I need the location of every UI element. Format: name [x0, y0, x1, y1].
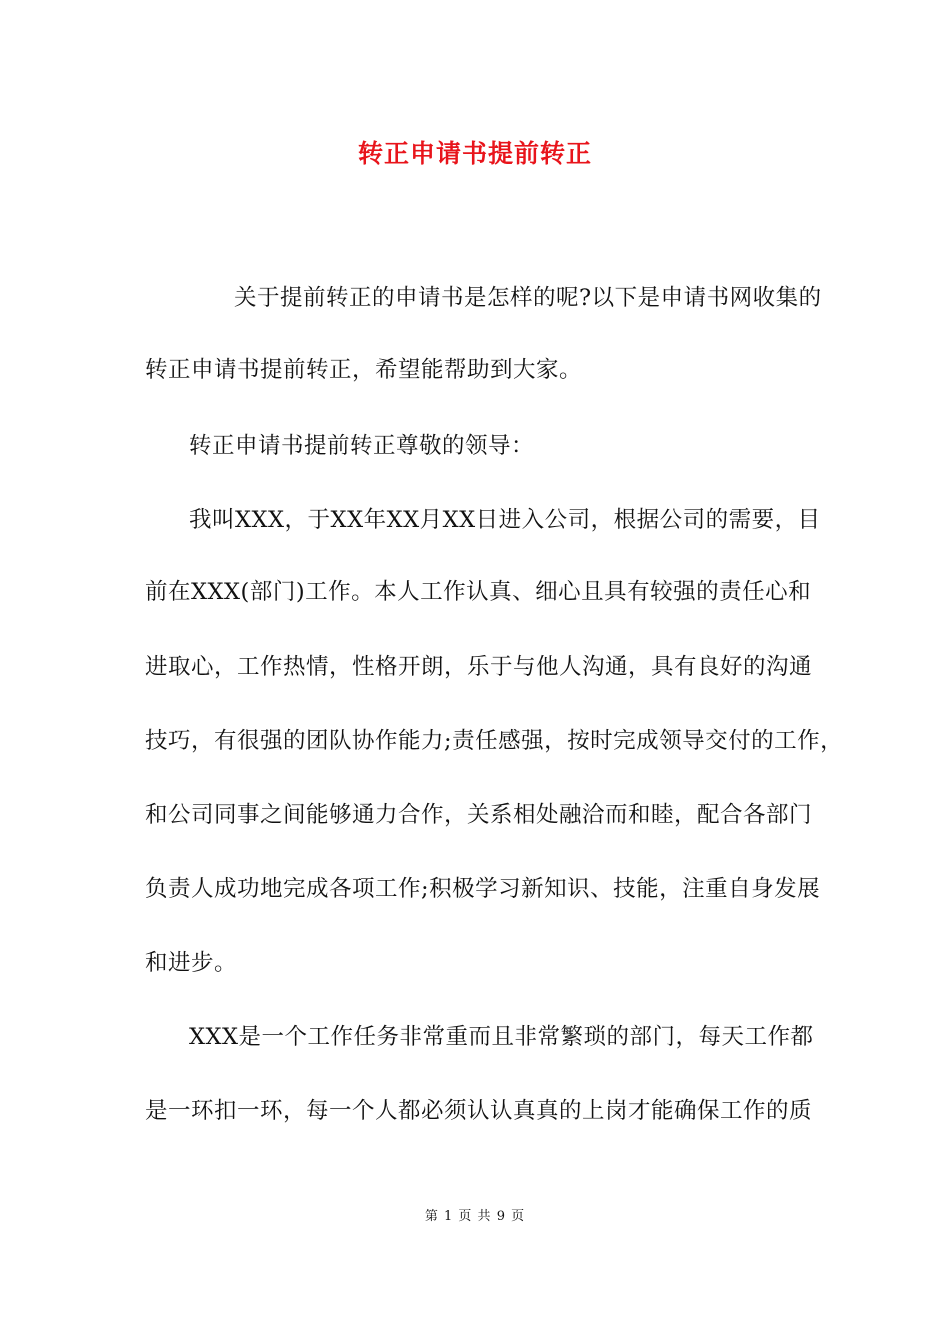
text-line: 是一环扣一环，每一个人都必须认认真真的上岗才能确保工作的质	[145, 1098, 813, 1124]
text-line: 转正申请书提前转正，希望能帮助到大家。	[145, 357, 583, 383]
text-line: 进取心，工作热情，性格开朗，乐于与他人沟通，具有良好的沟通	[145, 654, 813, 680]
text-line: 前在XXX(部门)工作。本人工作认真、细心且具有较强的责任心和	[145, 579, 812, 605]
page-number-footer: 第 1 页 共 9 页	[424, 1209, 526, 1224]
text-line: 我叫XXX，于XX年XX月XX日进入公司，根据公司的需要，目	[189, 507, 821, 533]
text-line: 和公司同事之间能够通力合作，关系相处融洽而和睦，配合各部门	[145, 802, 813, 828]
text-line: 关于提前转正的申请书是怎样的呢?以下是申请书网收集的	[234, 285, 822, 311]
text-line: 和进步。	[145, 950, 238, 976]
text-line: XXX是一个工作任务非常重而且非常繁琐的部门，每天工作都	[189, 1024, 814, 1050]
document-title: 转正申请书提前转正	[357, 139, 592, 168]
text-line: 技巧，有很强的团队协作能力;责任感强，按时完成领导交付的工作，	[145, 728, 844, 754]
text-line: 负责人成功地完成各项工作;积极学习新知识、技能，注重自身发展	[145, 876, 821, 902]
text-line: 转正申请书提前转正尊敬的领导：	[189, 433, 535, 459]
